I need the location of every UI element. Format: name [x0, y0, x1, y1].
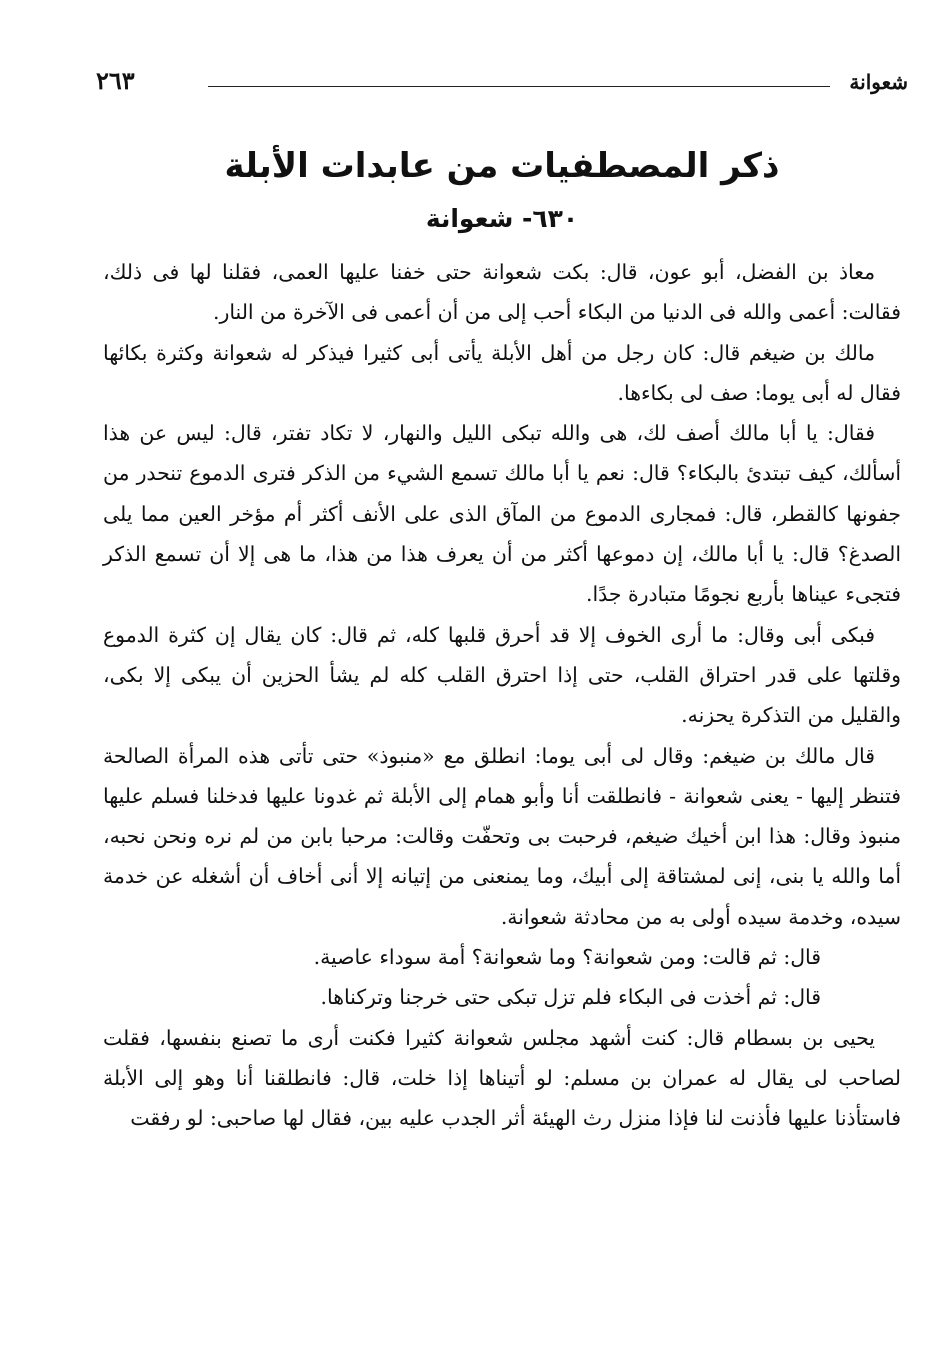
- header-rule: [208, 86, 830, 87]
- paragraph: قال: ثم قالت: ومن شعوانة؟ وما شعوانة؟ أمة سوداء عاصية.: [313, 945, 821, 970]
- paragraph: مالك بن ضيغم قال: كان رجل من أهل الأبلة يأتى أبى كثيرا فيذكر له شعوانة وكثرة بكائها فقال له أبى يوما: صف لى بكاءها.: [103, 340, 901, 405]
- paragraph: قال مالك بن ضيغم: وقال لى أبى يوما: انطلق مع «منبوذ» حتى تأتى هذه المرأة الصالحة فتنظر إليها - يعنى شعوانة - فانطلقت أنا وأبو همام إلى الأبلة ثم غدونا عليها فدخلنا فسلم عليها منبوذ وقال: هذا ابن أخيك ضيغم، فرحبت بى وتحفّت وقالت: مرحبا بابن من لم نره ونحن نحبه، أما والله يا بنى، إنى لمشتاقة إلى أبيك، وما يمنعنى من إتيانه إلا أنى أخاف أن أشغله عن خدمة سيده، وخدمة سيده أولى به من محادثة شعوانة.: [103, 743, 901, 929]
- page-number: ٢٦٣: [96, 66, 135, 95]
- paragraph: فبكى أبى وقال: ما أرى الخوف إلا قد أحرق قلبها كله، ثم قال: كان يقال إن كثرة الدموع وقلتها على قدر احتراق القلب، حتى إذا احترق القلب كله لم يشأ الحزين أن يبكى إلا بكى، والقليل من التذكرة يحزنه.: [103, 622, 901, 728]
- page-header: [96, 64, 908, 104]
- body-text: [103, 252, 901, 1139]
- running-title: شعوانة: [849, 70, 908, 94]
- paragraph: معاذ بن الفضل، أبو عون، قال: بكت شعوانة حتى خفنا عليها العمى، فقلنا لها فى ذلك، فقالت: أعمى والله فى الدنيا من البكاء أحب إلى من أن أعمى فى الآخرة من النار.: [103, 260, 901, 325]
- entry-title: ٦٣٠- شعوانة: [425, 204, 579, 233]
- paragraph: يحيى بن بسطام قال: كنت أشهد مجلس شعوانة كثيرا فكنت أرى ما تصنع بنفسها، فقلت لصاحب لى يقال له عمران بن مسلم: لو أتيناها إذا خلت، قال: فانطلقنا أنا وهو إلى الأبلة فاستأذنا عليها فأذنت لنا فإذا منزل رث الهيئة أثر الجدب عليه بين، فقال لها صاحبى: لو رفقت: [103, 1025, 901, 1131]
- section-title: ذكر المصطفيات من عابدات الأبلة: [224, 146, 780, 186]
- paragraph: فقال: يا أبا مالك أصف لك، هى والله تبكى الليل والنهار، لا تكاد تفتر، قال: ليس عن هذا أسألك، كيف تبتدئ بالبكاء؟ قال: نعم يا أبا مالك تسمع الشيء من الذكر فترى الدموع تنحدر من جفونها كالقطر، قال: فمجارى الدموع من المآق الذى على الأنف أكثر أم مؤخر العين مما يلى الصدغ؟ قال: يا أبا مالك، إن دموعها أكثر من أن يعرف هذا من هذا، ما هى إلا أن تسمع الذكر فتجىء عيناها بأربع نجومًا متبادرة جدًا.: [103, 421, 901, 607]
- paragraph: قال: ثم أخذت فى البكاء فلم تزل تبكى حتى خرجنا وتركناها.: [320, 985, 821, 1010]
